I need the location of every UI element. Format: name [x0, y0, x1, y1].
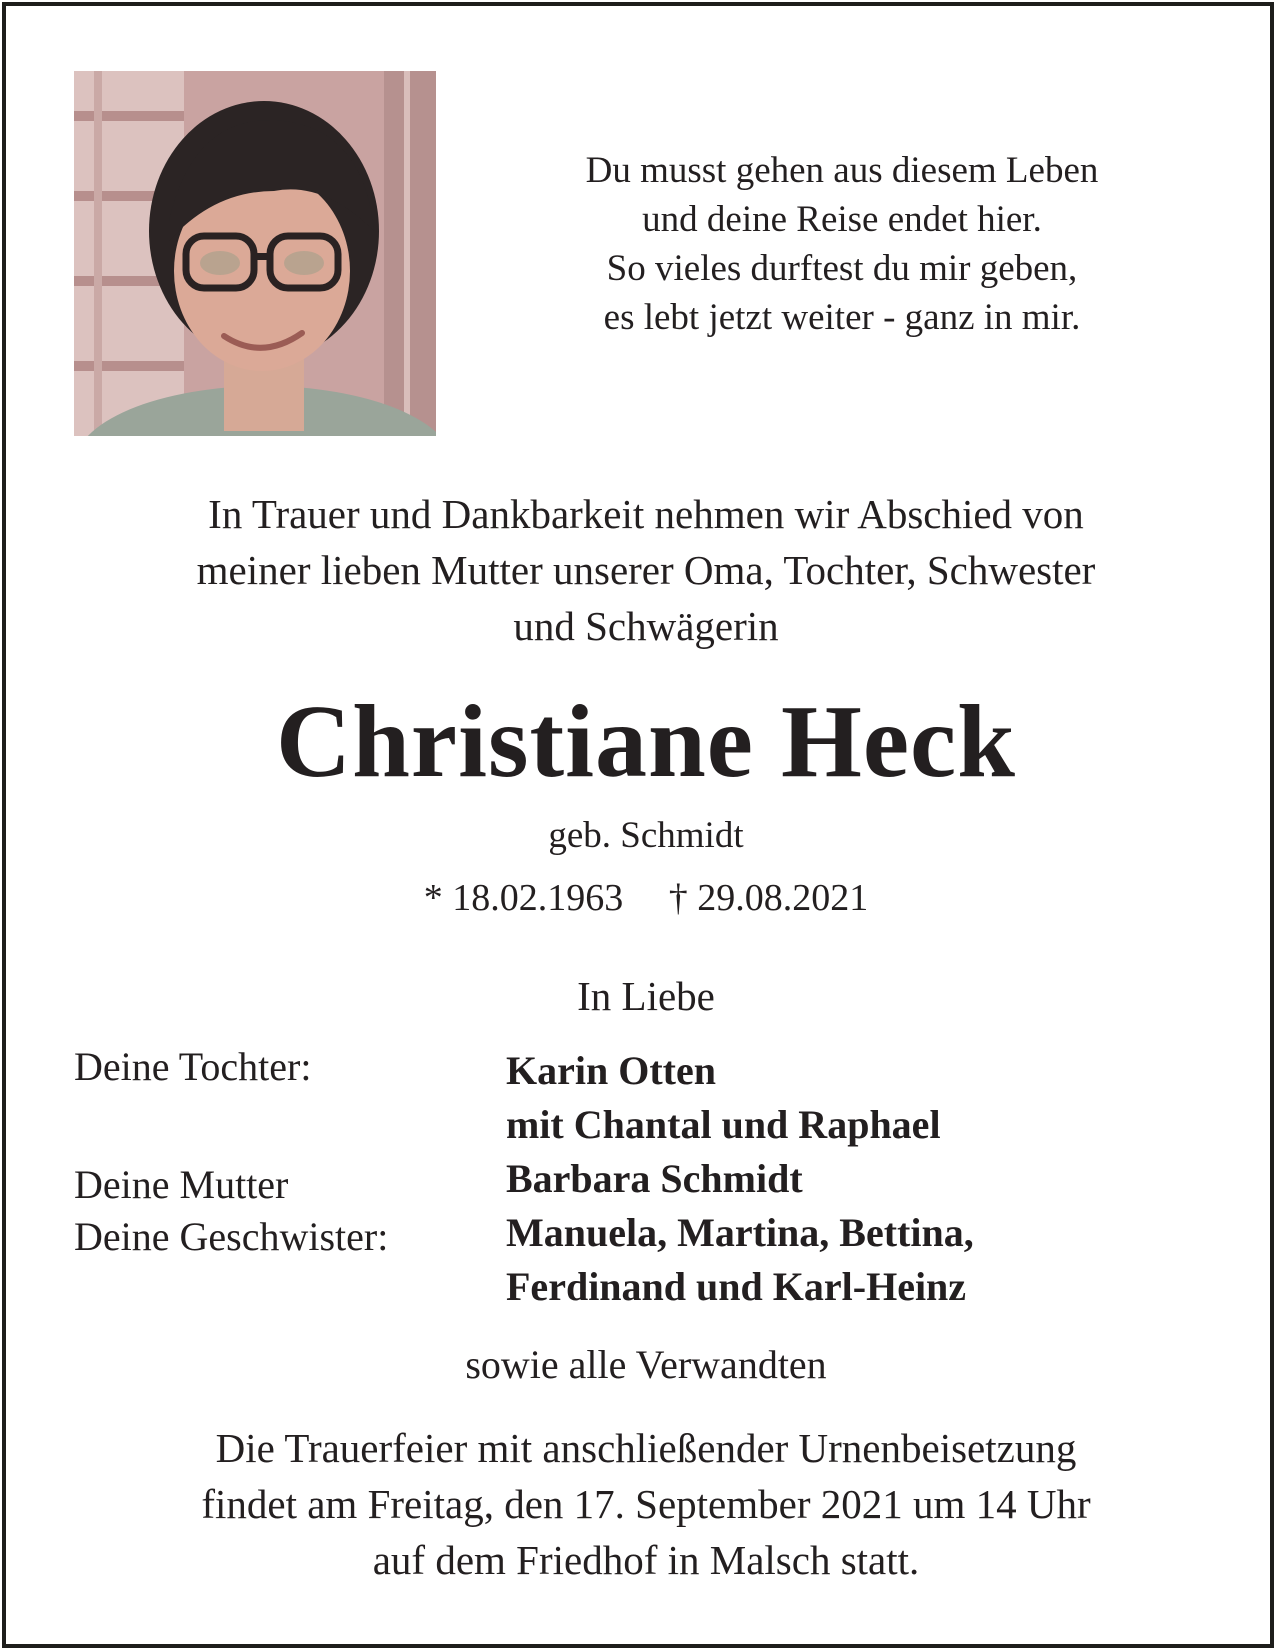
- mother-label: Deine Mutter: [74, 1162, 289, 1207]
- maiden-name: geb. Schmidt: [548, 815, 744, 856]
- intro-text: [66, 486, 1226, 654]
- funeral-notice: [46, 1420, 1246, 1588]
- portrait-photo: [74, 71, 436, 436]
- poem-line: Du musst gehen aus diesem Leben: [585, 150, 1099, 191]
- deceased-name: Christiane Heck: [275, 684, 1017, 799]
- daughter-children: mit Chantal und Raphael: [506, 1102, 941, 1147]
- poem-line: und deine Reise endet hier.: [642, 199, 1042, 240]
- siblings-line: Ferdinand und Karl-Heinz: [506, 1264, 967, 1309]
- funeral-line: auf dem Friedhof in Malsch statt.: [372, 1537, 920, 1583]
- siblings-line: Manuela, Martina, Bettina,: [506, 1210, 974, 1255]
- intro-line: In Trauer und Dankbarkeit nehmen wir Abschied von: [208, 491, 1084, 537]
- poem-line: es lebt jetzt weiter - ganz in mir.: [603, 297, 1081, 338]
- daughter-name: Karin Otten: [506, 1048, 716, 1093]
- funeral-line: findet am Freitag, den 17. September 2021 um 14 Uhr: [201, 1481, 1091, 1527]
- intro-line: meiner lieben Mutter unserer Oma, Tochter, Schwester: [196, 547, 1096, 593]
- poem-verse: [492, 146, 1192, 342]
- intro-line: und Schwägerin: [513, 603, 779, 649]
- siblings-label: Deine Geschwister:: [74, 1214, 389, 1259]
- poem-line: So vieles durftest du mir geben,: [606, 248, 1078, 289]
- in-love-line: In Liebe: [577, 973, 715, 1019]
- death-date: † 29.08.2021: [668, 877, 869, 919]
- funeral-line: Die Trauerfeier mit anschließender Urnenbeisetzung: [215, 1425, 1077, 1471]
- relatives-line: sowie alle Verwandten: [465, 1342, 827, 1387]
- daughter-label: Deine Tochter:: [74, 1044, 312, 1089]
- mother-name: Barbara Schmidt: [506, 1156, 803, 1201]
- portrait-image: [74, 71, 436, 436]
- life-dates: [46, 874, 1246, 922]
- birth-date: * 18.02.1963: [423, 877, 624, 919]
- obituary-frame: [2, 2, 1274, 1648]
